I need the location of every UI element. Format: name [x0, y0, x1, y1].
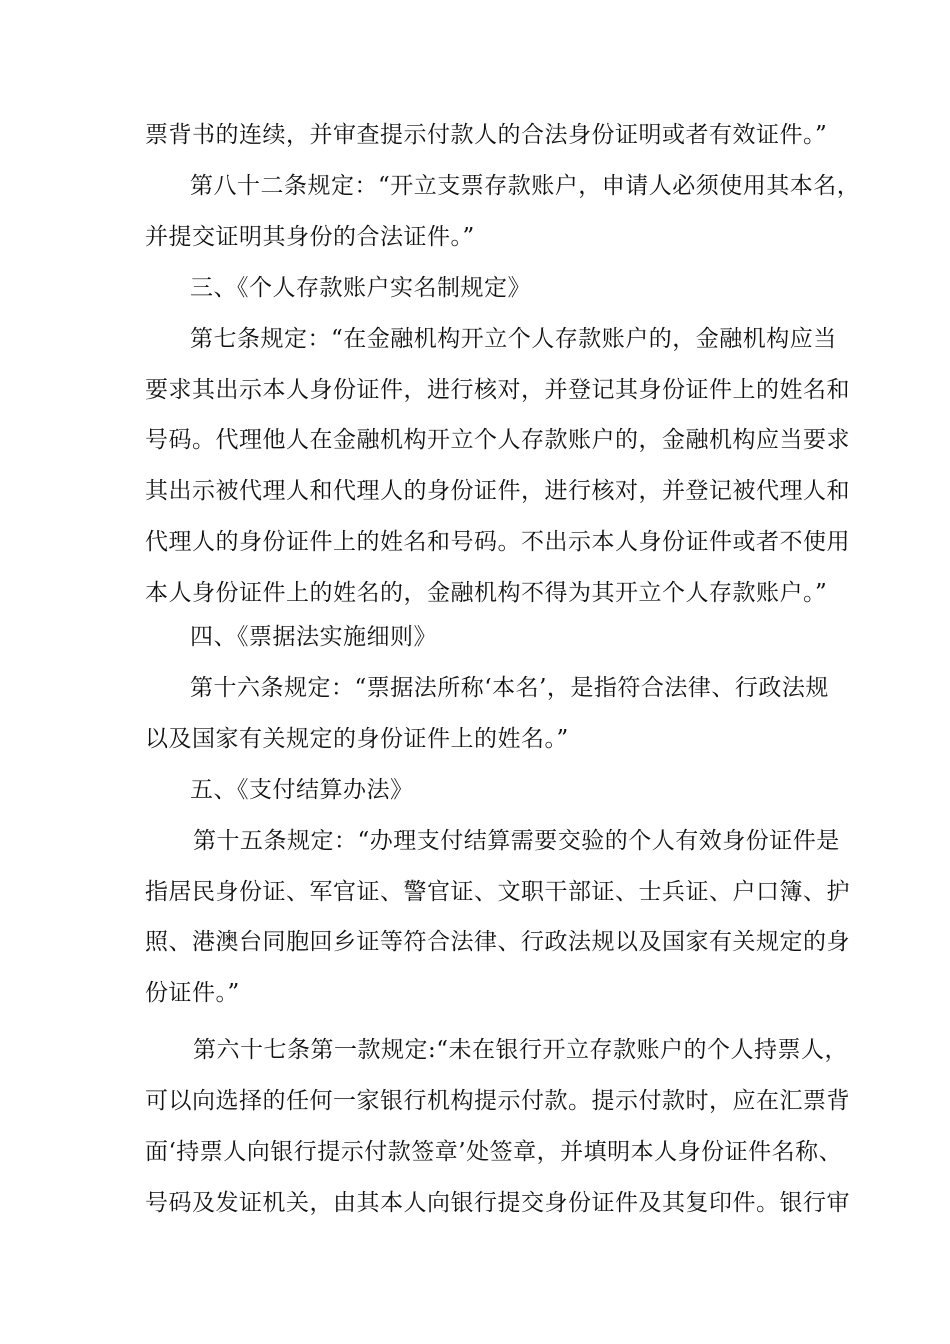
- text-line-19: 第六十七条第一款规定:“未在银行开立存款账户的个人持票人，: [193, 1037, 849, 1063]
- text-line-22: 号码及发证机关，由其本人向银行提交身份证件及其复印件。银行审: [145, 1190, 850, 1216]
- text-line-18: 份证件。”: [145, 980, 240, 1006]
- text-line-1: 票背书的连续，并审查提示付款人的合法身份证明或者有效证件。”: [145, 122, 828, 148]
- text-line-21: 面‘持票人向银行提示付款签章’处签章，并填明本人身份证件名称、: [145, 1139, 843, 1165]
- section-heading-4: 四、《票据法实施细则》: [190, 624, 437, 650]
- text-line-15: 第十五条规定：“办理支付结算需要交验的个人有效身份证件是: [193, 828, 840, 854]
- section-heading-5: 五、《支付结算办法》: [190, 777, 414, 803]
- text-line-5: 第七条规定：“在金融机构开立个人存款账户的，金融机构应当: [190, 326, 837, 352]
- text-line-12: 第十六条规定：“票据法所称‘本名’，是指符合法律、行政法规: [190, 675, 829, 701]
- text-line-10: 本人身份证件上的姓名的，金融机构不得为其开立个人存款账户。”: [145, 580, 828, 606]
- section-heading-3: 三、《个人存款账户实名制规定》: [190, 275, 531, 301]
- text-line-17: 照、港澳台同胞回乡证等符合法律、行政法规以及国家有关规定的身: [145, 929, 850, 955]
- text-line-16: 指居民身份证、军官证、警官证、文职干部证、士兵证、户口簿、护: [145, 879, 850, 905]
- text-line-9: 代理人的身份证件上的姓名和号码。不出示本人身份证件或者不使用: [145, 529, 850, 555]
- text-line-2: 第八十二条规定：“开立支票存款账户，申请人必须使用其本名，: [190, 173, 861, 199]
- text-line-7: 号码。代理他人在金融机构开立个人存款账户的，金融机构应当要求: [145, 427, 850, 453]
- text-line-6: 要求其出示本人身份证件，进行核对，并登记其身份证件上的姓名和: [145, 377, 850, 403]
- text-line-13: 以及国家有关规定的身份证件上的姓名。”: [145, 726, 569, 752]
- text-line-3: 并提交证明其身份的合法证件。”: [145, 224, 475, 250]
- text-line-8: 其出示被代理人和代理人的身份证件，进行核对，并登记被代理人和: [145, 478, 850, 504]
- text-line-20: 可以向选择的任何一家银行机构提示付款。提示付款时，应在汇票背: [145, 1088, 850, 1114]
